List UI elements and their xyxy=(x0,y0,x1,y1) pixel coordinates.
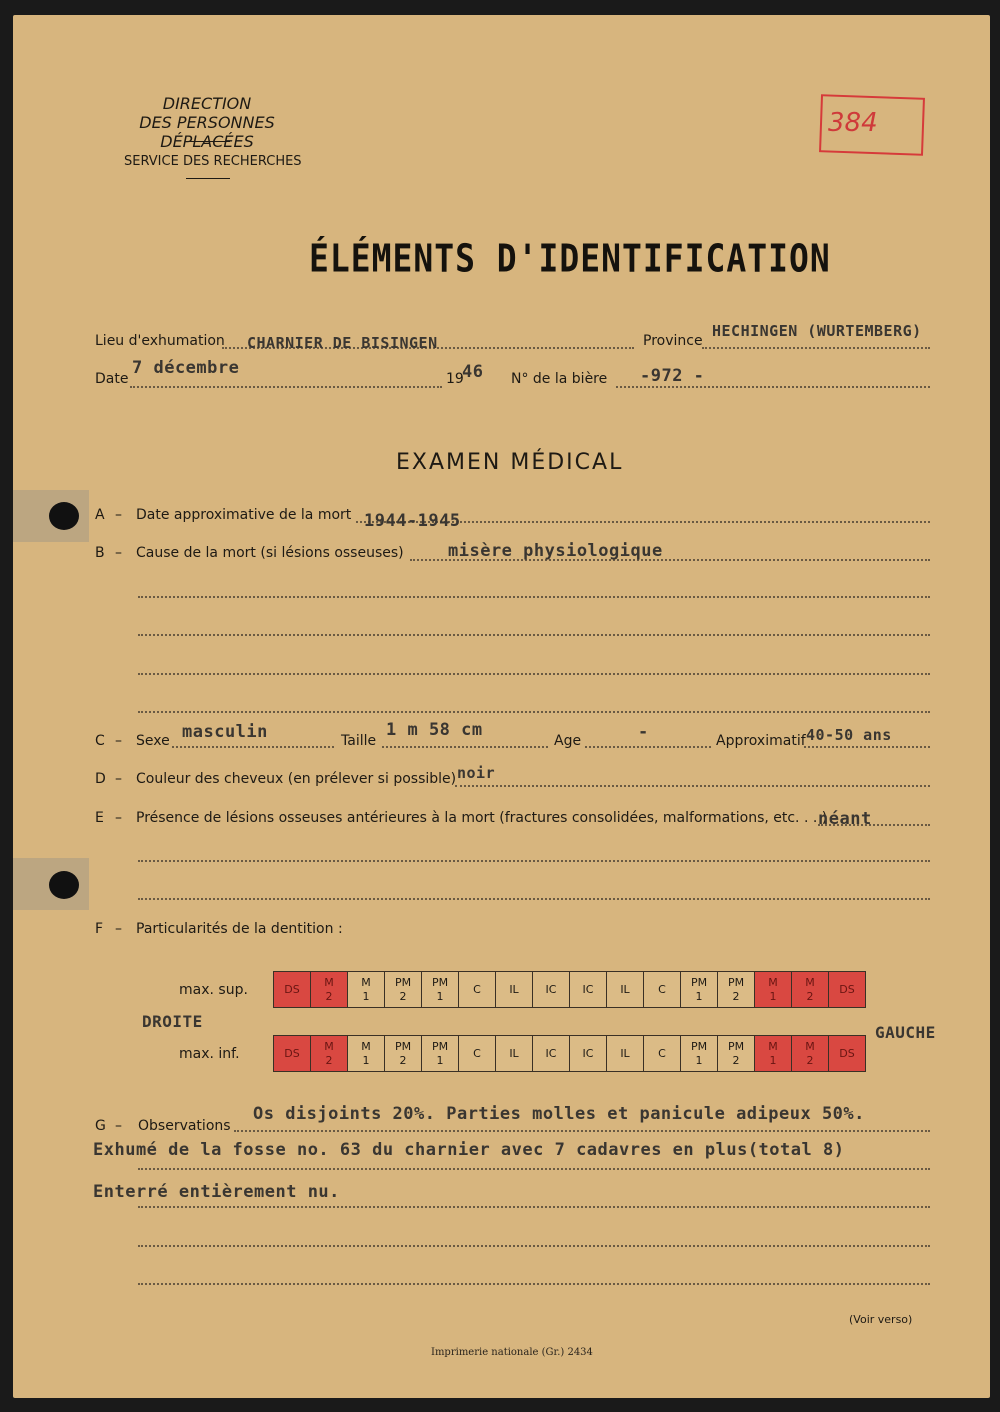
year-prefix: 19 xyxy=(446,371,464,387)
blank-line xyxy=(138,860,930,862)
item-a-letter: A xyxy=(95,507,105,523)
observation-line-3: Enterré entièrement nu. xyxy=(93,1182,340,1202)
item-f-letter: F xyxy=(95,921,104,937)
tooth-cell xyxy=(718,1036,755,1071)
voir-verso: (Voir verso) xyxy=(849,1313,913,1326)
tooth-code: DS xyxy=(284,982,300,996)
dash: – xyxy=(115,1118,122,1134)
blank-line xyxy=(138,673,930,675)
tooth-number: 1 xyxy=(436,989,444,1003)
item-d-label: Couleur des cheveux (en prélever si possible) xyxy=(136,771,457,787)
header-rule xyxy=(186,178,230,179)
taille-line xyxy=(382,746,548,748)
province-value: HECHINGEN (WURTEMBERG) xyxy=(712,322,922,340)
item-d-line xyxy=(455,785,930,787)
blank-line xyxy=(138,634,930,636)
item-e-letter: E xyxy=(95,810,104,826)
tooth-cell xyxy=(570,972,607,1007)
tooth-cell xyxy=(274,972,311,1007)
lieu-label: Lieu d'exhumation xyxy=(95,333,225,349)
tooth-number: 2 xyxy=(399,989,407,1003)
tooth-code: C xyxy=(658,982,666,996)
tooth-cell xyxy=(348,1036,385,1071)
obs-line xyxy=(138,1168,930,1170)
tooth-code: PM xyxy=(690,1039,708,1053)
blank-line xyxy=(138,596,930,598)
tooth-cell xyxy=(274,1036,311,1071)
tooth-cell xyxy=(644,1036,681,1071)
tooth-code: IL xyxy=(509,982,519,996)
tooth-code: IC xyxy=(545,1046,557,1060)
tooth-number: 2 xyxy=(325,989,333,1003)
tooth-cell xyxy=(533,972,570,1007)
tooth-cell xyxy=(755,972,792,1007)
tooth-code: PM xyxy=(727,975,745,989)
max-sup-label: max. sup. xyxy=(179,982,248,998)
upper-teeth-chart xyxy=(273,971,866,1008)
tooth-cell xyxy=(459,972,496,1007)
tooth-number: 1 xyxy=(695,1053,703,1067)
tooth-cell xyxy=(570,1036,607,1071)
tooth-code: M xyxy=(805,975,815,989)
obs-line xyxy=(138,1206,930,1208)
tooth-cell xyxy=(829,1036,865,1071)
blank-line xyxy=(138,711,930,713)
page-title: ÉLÉMENTS D'IDENTIFICATION xyxy=(309,236,831,281)
tooth-cell xyxy=(533,1036,570,1071)
item-d-letter: D xyxy=(95,771,106,787)
tooth-cell xyxy=(422,1036,459,1071)
service-label: SERVICE DES RECHERCHES xyxy=(124,154,302,169)
tooth-number: 2 xyxy=(399,1053,407,1067)
tooth-number: 1 xyxy=(695,989,703,1003)
obs-line xyxy=(234,1130,930,1132)
dash: – xyxy=(115,771,122,787)
gauche-label: GAUCHE xyxy=(875,1023,936,1042)
tooth-number: 1 xyxy=(769,1053,777,1067)
item-a-label: Date approximative de la mort xyxy=(136,507,352,523)
age-line xyxy=(585,746,711,748)
dash: – xyxy=(115,545,122,561)
date-label: Date xyxy=(95,371,129,387)
tooth-cell xyxy=(607,972,644,1007)
tooth-code: IL xyxy=(620,1046,630,1060)
tooth-number: 2 xyxy=(325,1053,333,1067)
date-value: 7 décembre xyxy=(132,358,240,378)
tooth-cell xyxy=(348,972,385,1007)
tooth-code: IC xyxy=(582,1046,594,1060)
item-c-letter: C xyxy=(95,733,105,749)
province-line xyxy=(702,347,930,349)
item-g-label: Observations xyxy=(138,1118,231,1134)
file-number: 384 xyxy=(828,108,878,138)
observation-line-1: Os disjoints 20%. Parties molles et panicule adipeux 50%. xyxy=(253,1104,865,1124)
dash: – xyxy=(115,507,122,523)
tooth-cell xyxy=(755,1036,792,1071)
date-line xyxy=(130,386,442,388)
sexe-line xyxy=(172,746,334,748)
item-g-letter: G xyxy=(95,1118,106,1134)
tooth-code: PM xyxy=(394,975,412,989)
tooth-code: IL xyxy=(620,982,630,996)
tooth-code: M xyxy=(361,975,371,989)
tooth-code: M xyxy=(324,1039,334,1053)
item-f-label: Particularités de la dentition : xyxy=(136,921,343,937)
tooth-number: 2 xyxy=(732,989,740,1003)
tooth-code: C xyxy=(658,1046,666,1060)
approx-line xyxy=(804,746,930,748)
tooth-number: 1 xyxy=(769,989,777,1003)
province-label: Province xyxy=(643,333,703,349)
tooth-cell xyxy=(607,1036,644,1071)
dash: – xyxy=(115,733,122,749)
section-title: EXAMEN MÉDICAL xyxy=(396,450,624,475)
sexe-label: Sexe xyxy=(136,733,170,749)
tooth-cell xyxy=(681,972,718,1007)
header-rule xyxy=(186,141,230,142)
tooth-cell xyxy=(311,1036,348,1071)
year-suffix: 46 xyxy=(462,362,484,382)
header-direction xyxy=(90,94,324,151)
tooth-cell xyxy=(792,972,829,1007)
biere-label: N° de la bière xyxy=(511,371,608,387)
age-value: - xyxy=(638,722,649,742)
tooth-code: IL xyxy=(509,1046,519,1060)
dash: – xyxy=(115,921,122,937)
punch-hole xyxy=(49,502,79,530)
droite-label: DROITE xyxy=(142,1012,203,1031)
tooth-code: PM xyxy=(431,1039,449,1053)
blank-line xyxy=(138,1283,930,1285)
lower-teeth-chart xyxy=(273,1035,866,1072)
tooth-code: IC xyxy=(545,982,557,996)
item-e-value: néant xyxy=(818,809,872,829)
tooth-code: PM xyxy=(690,975,708,989)
tooth-code: DS xyxy=(284,1046,300,1060)
tooth-code: PM xyxy=(727,1039,745,1053)
item-b-letter: B xyxy=(95,545,105,561)
taille-value: 1 m 58 cm xyxy=(386,720,483,740)
tooth-number: 1 xyxy=(362,1053,370,1067)
tooth-cell xyxy=(311,972,348,1007)
tooth-code: M xyxy=(768,975,778,989)
item-b-label: Cause de la mort (si lésions osseuses) xyxy=(136,545,404,561)
max-inf-label: max. inf. xyxy=(179,1046,240,1062)
sexe-value: masculin xyxy=(182,722,268,742)
tooth-code: C xyxy=(473,1046,481,1060)
tooth-cell xyxy=(385,972,422,1007)
tooth-cell xyxy=(718,972,755,1007)
tooth-code: M xyxy=(768,1039,778,1053)
header-line1: DIRECTION xyxy=(162,94,252,113)
punch-hole xyxy=(49,871,79,899)
tooth-cell xyxy=(792,1036,829,1071)
age-label: Age xyxy=(554,733,582,749)
biere-value: -972 - xyxy=(640,366,705,386)
tooth-cell xyxy=(385,1036,422,1071)
header-line2: DES PERSONNES DÉPLACÉES xyxy=(139,113,275,151)
tooth-cell xyxy=(496,972,533,1007)
item-a-value: 1944-1945 xyxy=(364,511,461,531)
tooth-number: 2 xyxy=(806,989,814,1003)
tooth-code: C xyxy=(473,982,481,996)
tooth-cell xyxy=(829,972,865,1007)
tooth-code: M xyxy=(324,975,334,989)
tooth-code: PM xyxy=(431,975,449,989)
tooth-number: 2 xyxy=(732,1053,740,1067)
tooth-code: DS xyxy=(839,1046,855,1060)
tooth-number: 1 xyxy=(436,1053,444,1067)
approx-label: Approximatif xyxy=(716,733,806,749)
tooth-cell xyxy=(644,972,681,1007)
tooth-code: IC xyxy=(582,982,594,996)
tooth-cell xyxy=(681,1036,718,1071)
blank-line xyxy=(138,1245,930,1247)
taille-label: Taille xyxy=(341,733,377,749)
printer-footer: Imprimerie nationale (Gr.) 2434 xyxy=(431,1347,593,1358)
item-e-label: Présence de lésions osseuses antérieures à la mort (fractures consolidées, malformations, etc. . . ) xyxy=(136,810,828,826)
tooth-cell xyxy=(459,1036,496,1071)
lieu-value: CHARNIER DE BISINGEN xyxy=(247,334,438,352)
tooth-code: M xyxy=(805,1039,815,1053)
biere-line xyxy=(616,386,930,388)
tooth-code: DS xyxy=(839,982,855,996)
tooth-number: 2 xyxy=(806,1053,814,1067)
tooth-code: PM xyxy=(394,1039,412,1053)
tooth-cell xyxy=(422,972,459,1007)
tooth-number: 1 xyxy=(362,989,370,1003)
item-b-value: misère physiologique xyxy=(448,541,663,561)
dash: – xyxy=(115,810,122,826)
tooth-cell xyxy=(496,1036,533,1071)
item-d-value: noir xyxy=(457,764,496,782)
blank-line xyxy=(138,898,930,900)
observation-line-2: Exhumé de la fosse no. 63 du charnier avec 7 cadavres en plus(total 8) xyxy=(93,1140,845,1160)
tooth-code: M xyxy=(361,1039,371,1053)
approx-value: 40-50 ans xyxy=(806,726,892,744)
